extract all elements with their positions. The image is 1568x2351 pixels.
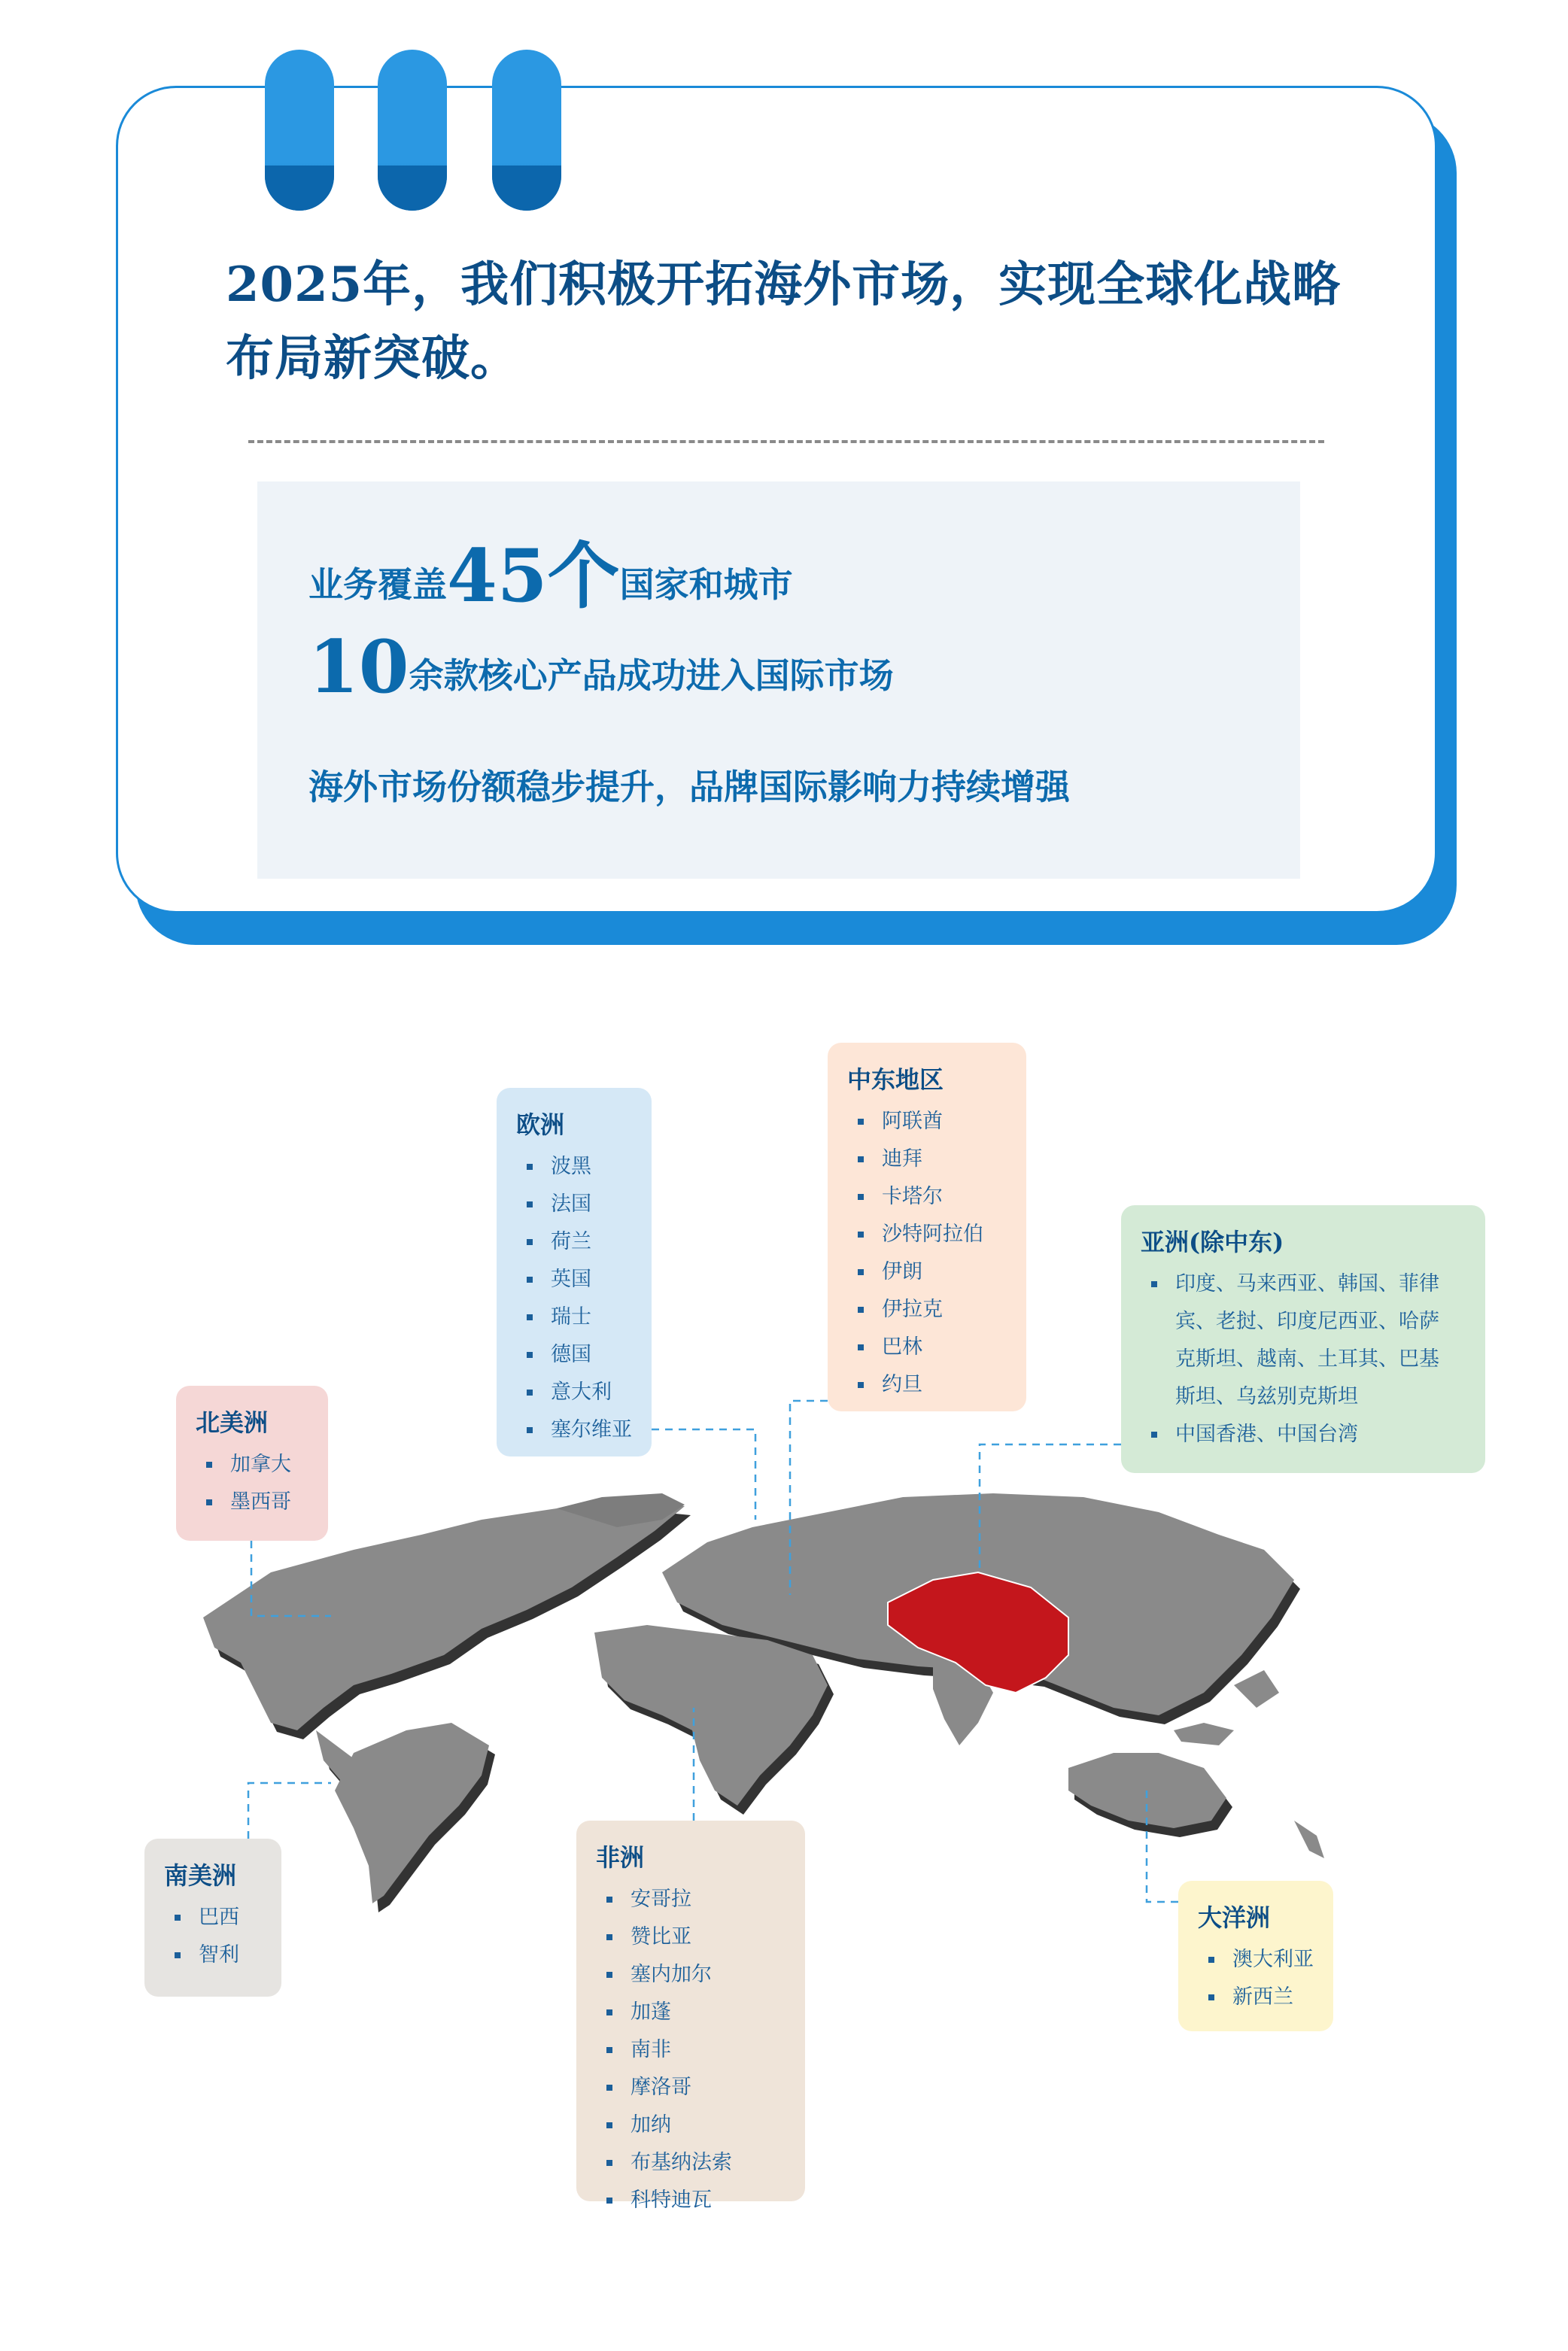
stat-coverage-prefix: 业务覆盖	[308, 564, 447, 605]
list-item: 智利	[164, 1936, 262, 1974]
stat-products-suffix: 余款核心产品成功进入国际市场	[409, 655, 894, 696]
list-item: 科特迪瓦	[596, 2182, 786, 2219]
region-south-america	[144, 1839, 281, 1997]
list-item: 沙特阿拉伯	[847, 1216, 1007, 1253]
list-item: 墨西哥	[196, 1484, 308, 1521]
region-mideast	[828, 1043, 1026, 1411]
region-oceania-title: 大洋洲	[1198, 1903, 1271, 1932]
region-north-america	[176, 1386, 328, 1541]
region-oceania	[1178, 1881, 1333, 2031]
region-mideast-title: 中东地区	[847, 1065, 944, 1094]
list-item: 澳大利亚	[1198, 1941, 1314, 1979]
africa-landmass	[594, 1625, 828, 1806]
region-oceania-list	[1198, 1941, 1314, 2016]
stat-coverage-suffix: 国家和城市	[619, 564, 793, 605]
list-item: 伊拉克	[847, 1291, 1007, 1329]
list-item: 加蓬	[596, 1994, 786, 2031]
list-item: 法国	[516, 1186, 632, 1223]
list-item: 布基纳法索	[596, 2144, 786, 2182]
list-item: 安哥拉	[596, 1881, 786, 1918]
region-africa	[576, 1821, 805, 2212]
stat-products-number: 10	[308, 624, 409, 709]
list-item: 阿联酋	[847, 1103, 1007, 1141]
list-item: 南非	[596, 2031, 786, 2069]
region-south-america-list	[164, 1899, 262, 1974]
list-item: 荷兰	[516, 1223, 632, 1261]
list-item: 加拿大	[196, 1446, 308, 1484]
region-asia-list	[1141, 1265, 1466, 1453]
list-item: 卡塔尔	[847, 1178, 1007, 1216]
region-africa-title: 非洲	[596, 1843, 645, 1872]
list-item: 巴林	[847, 1329, 1007, 1366]
list-item: 新西兰	[1198, 1979, 1314, 2016]
list-item: 德国	[516, 1336, 632, 1374]
list-item: 迪拜	[847, 1141, 1007, 1178]
region-north-america-title: 北美洲	[196, 1408, 269, 1437]
list-item: 赞比亚	[596, 1918, 786, 1956]
region-asia	[1121, 1205, 1485, 1473]
list-item: 意大利	[516, 1374, 632, 1411]
region-south-america-title: 南美洲	[164, 1861, 237, 1890]
list-item: 塞尔维亚	[516, 1411, 632, 1449]
list-item: 加纳	[596, 2106, 786, 2144]
list-item: 巴西	[164, 1899, 262, 1936]
list-item: 约旦	[847, 1366, 1007, 1404]
region-europe	[497, 1088, 652, 1456]
list-item: 塞内加尔	[596, 1956, 786, 1994]
stat-coverage-number: 45个	[447, 533, 620, 618]
list-item: 摩洛哥	[596, 2069, 786, 2106]
list-item: 中国香港、中国台湾	[1141, 1416, 1466, 1453]
list-item: 瑞士	[516, 1299, 632, 1336]
region-asia-title: 亚洲(除中东)	[1141, 1228, 1284, 1256]
region-europe-list	[516, 1148, 632, 1449]
headline: 2025年，我们积极开拓海外市场，实现全球化战略布局新突破。	[226, 257, 1342, 387]
stat-market-share: 海外市场份额稳步提升，品牌国际影响力持续增强	[308, 767, 1070, 807]
region-mideast-list	[847, 1103, 1007, 1404]
connector-samerica	[248, 1783, 331, 1839]
list-item: 伊朗	[847, 1253, 1007, 1291]
region-africa-list	[596, 1881, 786, 2219]
list-item: 印度、马来西亚、韩国、菲律宾、老挝、印度尼西亚、哈萨克斯坦、越南、土耳其、巴基斯坦、乌兹别克斯坦	[1141, 1265, 1466, 1416]
list-item: 波黑	[516, 1148, 632, 1186]
list-item: 英国	[516, 1261, 632, 1299]
region-europe-title: 欧洲	[516, 1110, 565, 1139]
region-north-america-list	[196, 1446, 308, 1521]
